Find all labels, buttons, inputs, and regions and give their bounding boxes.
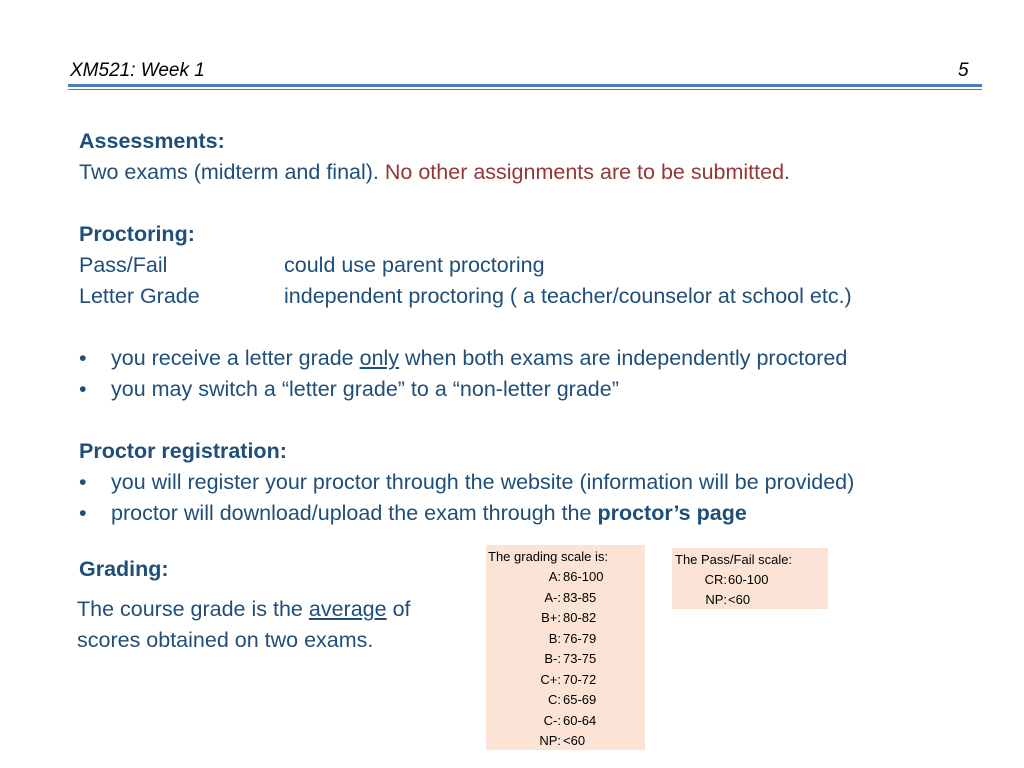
- bullet-text: [111, 498, 747, 529]
- proctoring-row-passfail: [79, 250, 989, 281]
- scale-grade: C-:: [543, 712, 561, 728]
- grading-scale-row: [486, 651, 645, 671]
- emphasis-average: average: [308, 597, 387, 621]
- scale-grade: B-:: [544, 651, 561, 666]
- scale-range: 65-69: [563, 692, 597, 707]
- grading-scale-row: [486, 692, 645, 712]
- scale-range: 86-100: [563, 569, 604, 584]
- scale-grade: B+:: [541, 610, 561, 625]
- bullet-mark: •: [79, 501, 87, 525]
- grading-scale-row: [486, 610, 645, 630]
- proctoring-bullet-letter-grade: [79, 343, 989, 374]
- passfail-scale-row: [672, 572, 828, 592]
- bullet-text-before: proctor will download/upload the exam through the: [111, 501, 592, 525]
- scale-grade: C:: [548, 692, 561, 707]
- slide-header-title: XM521: Week 1: [70, 60, 205, 81]
- passfail-scale-title: The Pass/Fail scale:: [675, 552, 793, 567]
- grading-text-after: of scores obtained on two exams.: [77, 597, 411, 652]
- scale-grade: NP:: [705, 592, 727, 607]
- header-rule-thick: [68, 84, 982, 87]
- proctoring-row-value: could use parent proctoring: [284, 253, 545, 277]
- spacer: [79, 188, 989, 219]
- registration-bullet-website: [79, 467, 989, 498]
- assessments-note: No other assignments are to be submitted.: [384, 160, 791, 184]
- proctoring-row-value: independent proctoring ( a teacher/counselor at school etc.): [284, 284, 852, 308]
- proctoring-heading: Proctoring:: [79, 222, 195, 246]
- assessments-line: [79, 157, 989, 188]
- spacer: [79, 312, 989, 343]
- grading-text: [77, 594, 467, 656]
- bullet-text: you may switch a “letter grade” to a “non-letter grade”: [111, 377, 619, 401]
- scale-grade: A:: [548, 569, 561, 584]
- scale-range: 80-82: [563, 610, 597, 625]
- scale-grade: CR:: [704, 572, 727, 587]
- passfail-scale-box: [672, 548, 828, 609]
- proctoring-row-label: Pass/Fail: [79, 253, 168, 277]
- scale-range: 83-85: [563, 589, 597, 605]
- bullet-mark: •: [79, 470, 87, 494]
- grading-scale-title: The grading scale is:: [488, 549, 608, 564]
- scale-range: 76-79: [563, 630, 597, 646]
- assessments-text: Two exams (midterm and final).: [79, 160, 379, 184]
- slide-page-number: 5: [958, 60, 969, 81]
- proctoring-bullet-switch: [79, 374, 989, 405]
- passfail-scale-row: [672, 592, 828, 612]
- proctoring-row-letter-grade: [79, 281, 989, 312]
- grading-scale-row: [486, 672, 645, 692]
- grading-scale-row: [486, 631, 645, 651]
- slide-content: [79, 126, 989, 529]
- proctoring-row-label: Letter Grade: [79, 284, 200, 308]
- grading-scale-row: [486, 733, 645, 753]
- scale-grade: B:: [548, 630, 561, 646]
- grading-heading: Grading:: [79, 557, 169, 581]
- scale-range: <60: [563, 733, 586, 748]
- grading-scale-box: [486, 545, 645, 750]
- grading-scale-row: [486, 590, 645, 610]
- spacer: [79, 405, 989, 436]
- emphasis-only: only: [359, 346, 400, 370]
- bullet-text: you will register your proctor through the website (information will be provided): [111, 470, 855, 494]
- registration-bullet-proctor-page: [79, 498, 989, 529]
- scale-grade: A-:: [544, 589, 561, 605]
- proctors-page-emphasis: proctor’s page: [597, 501, 747, 525]
- grading-text-before: The course grade is the: [77, 597, 303, 621]
- grading-scale-row: [486, 569, 645, 589]
- bullet-text-before: you receive a letter grade: [111, 346, 354, 370]
- bullet-text-after: when both exams are independently proctored: [405, 346, 848, 370]
- scale-range: 70-72: [563, 671, 597, 687]
- scale-grade: NP:: [539, 733, 561, 748]
- header-rule-thin: [68, 89, 982, 90]
- assessments-heading: Assessments:: [79, 129, 225, 153]
- proctor-registration-heading: Proctor registration:: [79, 439, 287, 463]
- bullet-mark: •: [79, 346, 87, 370]
- bullet-mark: •: [79, 377, 87, 401]
- scale-range: 60-100: [728, 572, 769, 587]
- scale-range: 60-64: [563, 712, 597, 728]
- scale-grade: C+:: [540, 671, 561, 687]
- scale-range: <60: [728, 592, 751, 607]
- bullet-text: [111, 343, 847, 374]
- grading-scale-row: [486, 713, 645, 733]
- scale-range: 73-75: [563, 651, 597, 666]
